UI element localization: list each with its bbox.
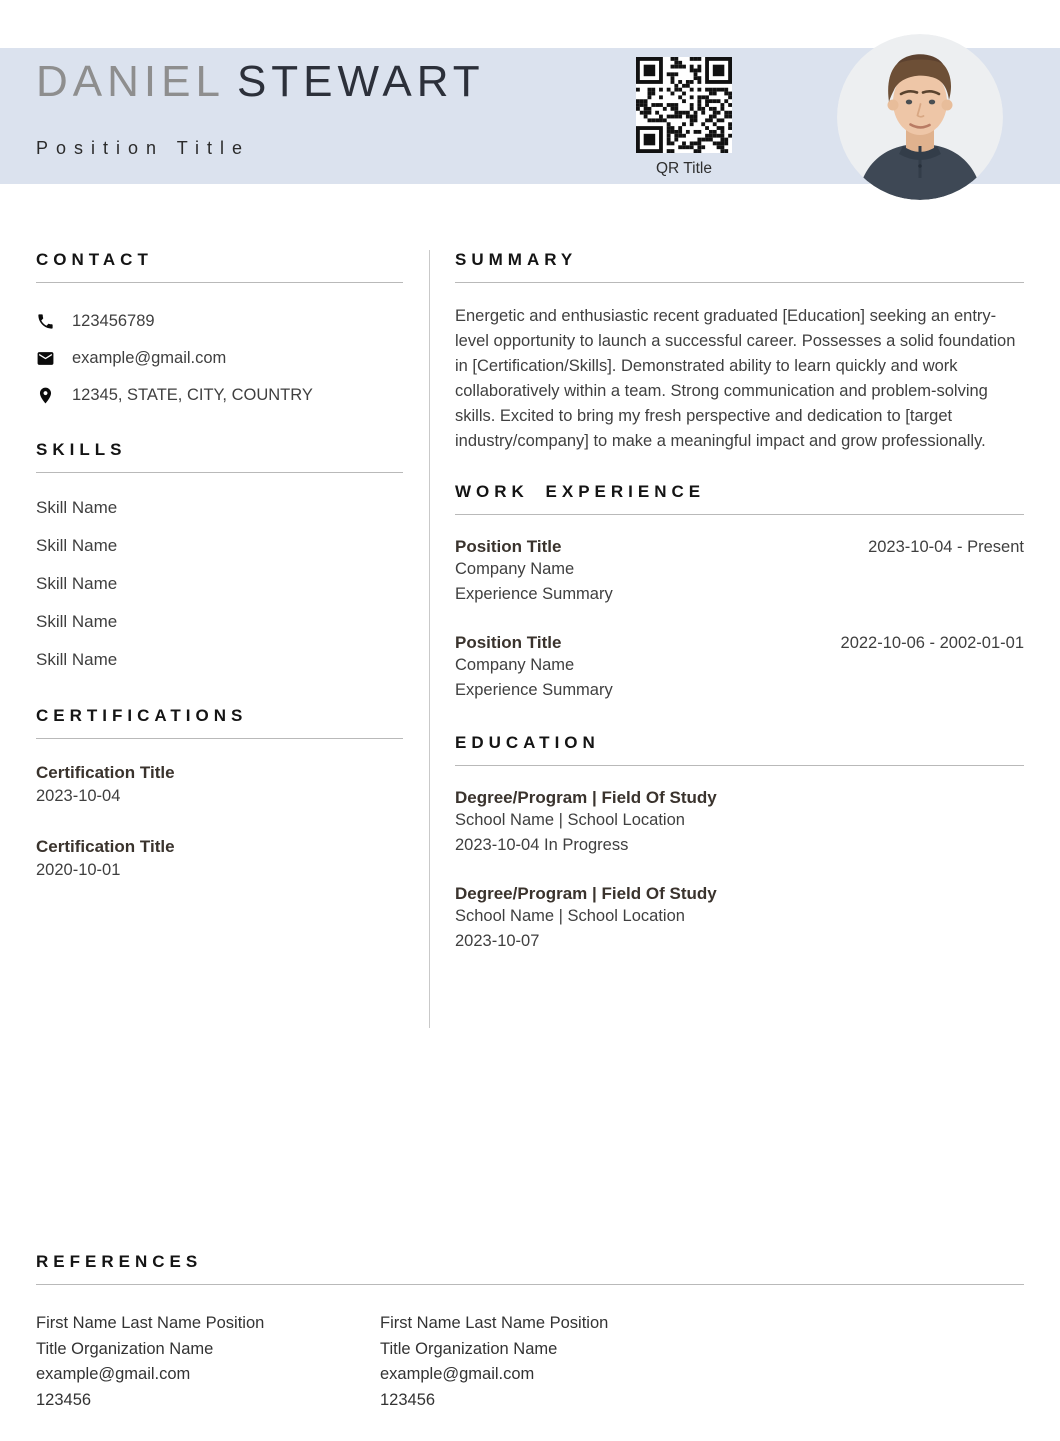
address-value: 12345, STATE, CITY, COUNTRY [72,386,313,404]
skill-item: Skill Name [36,650,118,669]
certifications-rule [36,738,403,739]
profile-photo [837,34,1003,200]
contact-heading: CONTACT [36,250,153,269]
contact-rule [36,282,403,283]
phone-icon [36,312,58,331]
certification-date: 2020-10-01 [36,861,121,879]
reference-name: First Name Last Name Position [36,1314,265,1332]
body-columns [36,250,1024,1028]
skill-item: Skill Name [36,498,118,517]
skills-rule [36,472,403,473]
education-date: 2023-10-04 In Progress [455,836,629,854]
education-school: School Name | School Location [455,907,685,925]
contact-address [36,377,403,414]
reference-organization: Title Organization Name [380,1339,558,1358]
work-entry-header [455,633,1024,653]
work-experience-heading: WORK EXPERIENCE [455,482,706,501]
first-name: DANIEL [36,57,225,106]
reference-email: example@gmail.com [36,1365,191,1383]
work-company: Company Name [455,656,575,674]
skill-item: Skill Name [36,612,118,631]
work-position-title: Position Title [455,537,562,556]
contact-phone [36,303,403,340]
work-company: Company Name [455,560,575,578]
last-name: STEWART [236,57,485,106]
work-dates: 2022-10-06 - 2002-01-01 [840,634,1024,652]
reference-email: example@gmail.com [380,1365,535,1383]
work-entry-header [455,537,1024,557]
education-degree: Degree/Program | Field Of Study [455,788,717,807]
qr-code-icon [636,57,732,153]
education-school: School Name | School Location [455,811,685,829]
certification-entry [36,837,403,880]
education-date: 2023-10-07 [455,932,540,950]
work-summary: Experience Summary [455,681,613,699]
education-entry [455,884,1024,954]
reference-entry [380,1311,724,1413]
education-rule [455,765,1024,766]
reference-phone: 123456 [36,1390,92,1409]
left-column [36,250,430,1028]
email-value: example@gmail.com [72,349,227,367]
contact-list [36,303,403,414]
references-heading: REFERENCES [36,1252,203,1271]
skills-list [36,489,403,679]
certification-title: Certification Title [36,763,175,782]
summary-text: Energetic and enthusiastic recent graduated [Education] seeking an entry-level opportunity to launch a successful career. Possesses a solid foundation in [Certification/Skills]. Demonstrated ability to learn quickly and work collaboratively within a team. Strong communication and problem-solving skills. Excited to bring my fresh perspective and dedication to [target industry/company] to make a meaningful impact and grow professionally. [455,307,1016,450]
references-row [36,1311,1024,1413]
reference-name: First Name Last Name Position [380,1314,609,1332]
contact-email [36,340,403,377]
reference-phone: 123456 [380,1390,436,1409]
reference-entry [36,1311,380,1413]
certifications-heading: CERTIFICATIONS [36,706,248,725]
skills-heading: SKILLS [36,440,127,459]
reference-organization: Title Organization Name [36,1339,214,1358]
name-block [36,58,485,159]
work-experience-rule [455,514,1024,515]
skill-item: Skill Name [36,574,118,593]
education-heading: EDUCATION [455,733,600,752]
work-position-title: Position Title [455,633,562,652]
right-column [430,250,1024,1028]
phone-value: 123456789 [72,312,155,330]
references-rule [36,1284,1024,1285]
skill-item: Skill Name [36,536,118,555]
work-entry [455,633,1024,703]
summary-rule [455,282,1024,283]
summary-heading: SUMMARY [455,250,578,269]
location-pin-icon [36,386,58,405]
qr-block [636,57,732,178]
email-icon [36,349,58,368]
certification-entry [36,763,403,806]
work-dates: 2023-10-04 - Present [868,538,1024,556]
education-degree: Degree/Program | Field Of Study [455,884,717,903]
references-section [36,1252,1024,1413]
portrait-image [837,34,1003,200]
work-summary: Experience Summary [455,585,613,603]
full-name [36,58,485,106]
certification-date: 2023-10-04 [36,787,121,805]
position-title: Position Title [36,138,251,159]
certification-title: Certification Title [36,837,175,856]
qr-title: QR Title [656,160,712,177]
work-entry [455,537,1024,607]
education-entry [455,788,1024,858]
